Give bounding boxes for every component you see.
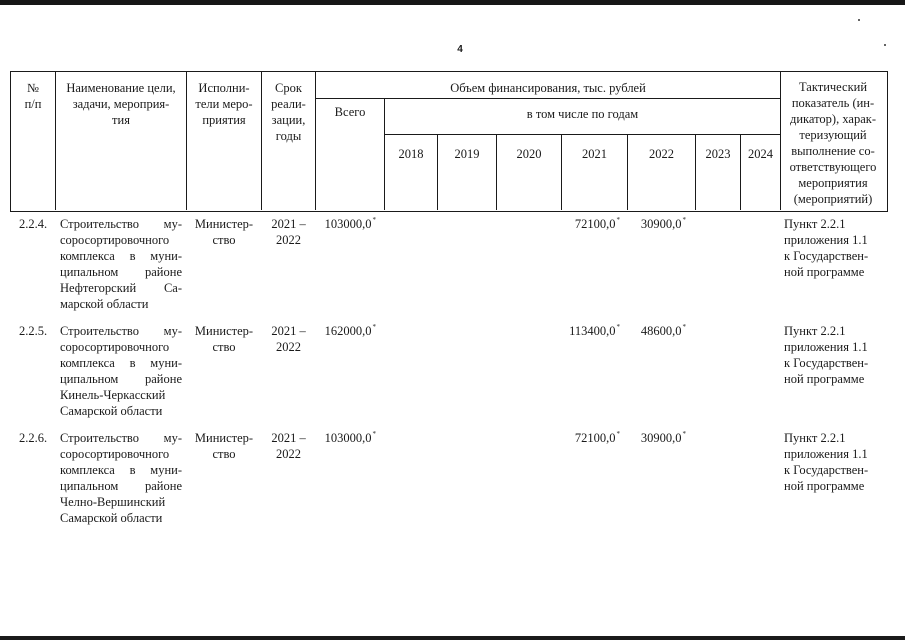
row-name-line: Строительство му- [60, 431, 182, 445]
row-executor [187, 430, 261, 462]
row-term-line: 2022 [276, 447, 301, 461]
row-total [316, 430, 376, 446]
scan-edge-top [0, 0, 905, 5]
row-executor-line: ство [212, 447, 236, 461]
row-amount-2022 [628, 216, 686, 232]
row-name [60, 216, 182, 312]
row-name-line: Самарской области [60, 511, 163, 525]
row-footnote-mark: * [682, 430, 686, 438]
row-indicator: Пункт 2.2.1 приложения 1.1 к Государствен- ной программе [784, 217, 869, 279]
row-term-line: 2022 [276, 340, 301, 354]
row-amount-2022-value: 30900,0 [640, 431, 682, 445]
row-term [262, 323, 315, 355]
row-number: 2.2.4. [18, 217, 48, 231]
row-name-line: комплекса в муни- [60, 356, 182, 370]
row-name-line: марской области [60, 297, 149, 311]
header-col-by-years: в том числе по годам [526, 107, 639, 121]
row-name-line: ципальном районе [60, 479, 182, 493]
scan-edge-bottom [0, 636, 905, 640]
header-year: 2021 [582, 147, 607, 161]
row-name-line: комплекса в муни- [60, 463, 182, 477]
row-footnote-mark: * [682, 216, 686, 224]
row-name-line: соросортировочного [60, 447, 170, 461]
row-indicator: Пункт 2.2.1 приложения 1.1 к Государствен- ной программе [784, 324, 869, 386]
row-term-line: 2021 – [271, 324, 306, 338]
header-col-financing: Объем финансирования, тыс. рублей [450, 81, 646, 95]
row-term-line: 2022 [276, 233, 301, 247]
row-name [60, 323, 182, 419]
row-executor [187, 216, 261, 248]
row-number: 2.2.6. [18, 431, 48, 445]
row-amount-2021 [562, 216, 620, 232]
row-footnote-mark: * [372, 216, 376, 224]
row-term-line: 2021 – [271, 431, 306, 445]
row-footnote-mark: * [682, 323, 686, 331]
header-col-name: Наименование цели, задачи, мероприя- тия [66, 81, 176, 127]
row-amount-2021 [562, 430, 620, 446]
row-amount-2021-value: 113400,0 [569, 324, 616, 338]
row-footnote-mark: * [616, 430, 620, 438]
header-year: 2024 [748, 147, 773, 161]
row-executor-line: ство [212, 233, 236, 247]
row-total-value: 103000,0 [324, 217, 372, 231]
row-executor-line: ство [212, 340, 236, 354]
row-total-value: 103000,0 [324, 431, 372, 445]
row-total [316, 323, 376, 339]
row-amount-2022 [628, 430, 686, 446]
row-executor-line: Министер- [194, 324, 254, 338]
row-amount-2022-value: 30900,0 [640, 217, 682, 231]
row-indicator: Пункт 2.2.1 приложения 1.1 к Государствен- ной программе [784, 431, 869, 493]
row-executor [187, 323, 261, 355]
row-name-line: Строительство му- [60, 217, 182, 231]
scan-speck [858, 19, 860, 21]
header-col-executor: Исполни- тели меро- приятия [195, 81, 253, 127]
row-amount-2022 [628, 323, 686, 339]
row-name-line: ципальном районе [60, 372, 182, 386]
header-year: 2020 [516, 147, 542, 161]
row-footnote-mark: * [372, 430, 376, 438]
row-name-line: Самарской области [60, 404, 163, 418]
row-amount-2021 [558, 323, 620, 339]
header-divider [316, 98, 780, 99]
header-col-term: Срок реали- зации, годы [271, 81, 306, 143]
row-footnote-mark: * [616, 323, 620, 331]
row-total-value: 162000,0 [324, 324, 372, 338]
row-name-line: Кинель-Черкасский [60, 388, 166, 402]
row-amount-2021-value: 72100,0 [574, 431, 616, 445]
header-col-indicator: Тактический показатель (ин- дикатор), харак- теризующий выполнение со- ответствующего мероприятия (мероприятий) [789, 80, 877, 206]
header-year: 2022 [649, 147, 674, 161]
row-name-line: комплекса в муни- [60, 249, 182, 263]
header-year: 2023 [705, 147, 731, 161]
row-footnote-mark: * [372, 323, 376, 331]
row-name-line: соросортировочного [60, 340, 170, 354]
header-col-total: Всего [334, 105, 366, 119]
row-amount-2021-value: 72100,0 [574, 217, 616, 231]
row-number: 2.2.5. [18, 324, 48, 338]
row-amount-2022-value: 48600,0 [640, 324, 682, 338]
row-name-line: соросортировочного [60, 233, 170, 247]
row-name-line: Нефтегорский Са- [60, 281, 182, 295]
header-divider [385, 134, 780, 135]
scan-speck [884, 44, 886, 46]
row-term-line: 2021 – [271, 217, 306, 231]
header-year: 2018 [398, 147, 424, 161]
page-number: 4 [457, 44, 463, 55]
row-term [262, 430, 315, 462]
row-name-line: ципальном районе [60, 265, 182, 279]
row-executor-line: Министер- [194, 217, 254, 231]
row-footnote-mark: * [616, 216, 620, 224]
header-year: 2019 [454, 147, 480, 161]
row-name [60, 430, 182, 526]
header-col-number: № п/п [24, 81, 42, 111]
row-name-line: Челно-Вершинский [60, 495, 166, 509]
row-total [316, 216, 376, 232]
row-executor-line: Министер- [194, 431, 254, 445]
row-name-line: Строительство му- [60, 324, 182, 338]
row-term [262, 216, 315, 248]
